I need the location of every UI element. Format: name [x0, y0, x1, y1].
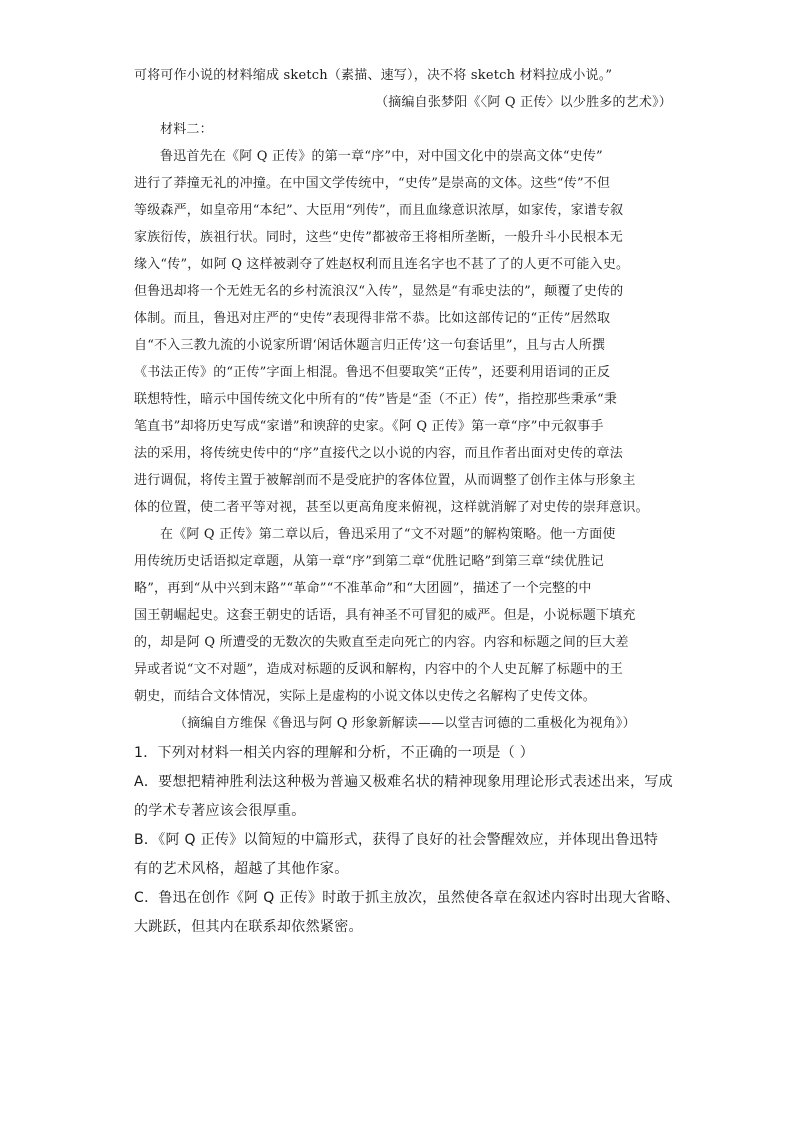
material2-label: 材料二：	[160, 122, 213, 137]
question-1	[134, 739, 690, 942]
paragraph-line: 法的采用，将传统史传中的“序”直接代之以小说的内容，而且作者出面对史传的章法	[134, 446, 623, 461]
material1-tail-line: 可将可作小说的材料缩成 sketch（素描、速写），决不将 sketch 材料拉成小说。”	[134, 68, 613, 83]
paragraph-line: 朝史，而结合文体情况，实际上是虚构的小说文体以史传之名解构了史传文体。	[134, 689, 597, 704]
paragraph-line: 缘入“传”，如阿 Q 这样被剥夺了姓赵权利而且连名字也不甚了了的人更不可能入史。	[134, 257, 630, 272]
option-line: 的学术专著应该会很厚重。	[134, 803, 306, 819]
paragraph-line: 异或者说“文不对题”，造成对标题的反讽和解构，内容中的个人史瓦解了标题中的王	[134, 662, 623, 677]
paragraph-line: 的，却是阿 Q 所遭受的无数次的失败直至走向死亡的内容。内容和标题之间的巨大差	[134, 635, 629, 650]
option-line: C．鲁迅在创作《阿 Q 正传》时敢于抓主放次，虽然使各章在叙述内容时出现大省略、	[134, 890, 680, 906]
paragraph-line: 但鲁迅却将一个无姓无名的乡村流浪汉“入传”，显然是“有乖史法的”，颠覆了史传的	[134, 284, 624, 299]
paragraph-line: 体制。而且，鲁迅对庄严的“史传”表现得非常不恭。比如这部传记的“正传”居然取	[134, 311, 611, 326]
paragraph-line: 笔直书”却将历史写成“家谱”和谀辞的史家。《阿 Q 正传》第一章“序”中元叙事手	[134, 419, 604, 434]
question-stem: 1．下列对材料一相关内容的理解和分析，不正确的一项是（ ）	[134, 745, 535, 761]
paragraph-line: 联想特性，暗示中国传统文化中所有的“传”皆是“歪（不正）传”，指控那些秉承“秉	[134, 392, 618, 407]
paragraph-line: 自“不入三教九流的小说家所谓‘闲话休题言归正传’这一句套话里”，且与古人所撰	[134, 338, 606, 353]
paragraph-line: 用传统历史话语拟定章题，从第一章“序”到第二章“优胜记略”到第三章“续优胜记	[134, 554, 604, 569]
material1-source: （摘编自张梦阳《〈阿 Q 正传〉以少胜多的艺术》）	[375, 95, 672, 110]
option-line: 有的艺术风格，超越了其他作家。	[134, 861, 349, 877]
material2-source: （摘编自方维保《鲁迅与阿 Q 形象新解读——以堂吉诃德的二重极化为视角》）	[174, 716, 636, 731]
paragraph-line: 略”，再到“从中兴到末路”“革命”“不准革命”和“大团圆”，描述了一个完整的中	[134, 581, 592, 596]
paragraph-line: 《书法正传》的“正传”字面上相混。鲁迅不但要取笑“正传”，还要利用语词的正反	[134, 365, 611, 380]
option-line: 大跳跃，但其内在联系却依然紧密。	[134, 919, 363, 935]
paragraph-line: 体的位置，使二者平等对视，甚至以更高角度来俯视，这样就消解了对史传的崇拜意识。	[134, 500, 649, 515]
paragraph-line: 鲁迅首先在《阿 Q 正传》的第一章“序”中，对中国文化中的崇高文体“史传”	[160, 149, 603, 164]
material2-paragraph-1	[134, 143, 690, 521]
paragraph-line: 进行调侃，将传主置于被解剖而不是受庇护的客体位置，从而调整了创作主体与形象主	[134, 473, 636, 488]
paragraph-line: 国王朝崛起史。这套王朝史的话语，具有神圣不可冒犯的威严。但是，小说标题下填充	[134, 608, 636, 623]
paragraph-line: 等级森严，如皇帝用“本纪”、大臣用“列传”，而且血缘意识浓厚，如家传，家谱专叙	[134, 203, 624, 218]
option-line: A．要想把精神胜利法这种极为普遍又极难名状的精神现象用理论形式表述出来，写成	[134, 774, 673, 790]
paragraph-line: 在《阿 Q 正传》第二章以后，鲁迅采用了“文不对题”的解构策略。他一方面使	[160, 527, 616, 542]
option-b	[134, 826, 690, 884]
paragraph-line: 进行了莽撞无礼的冲撞。在中国文学传统中，“史传”是崇高的文体。这些“传”不但	[134, 176, 611, 191]
paragraph-line: 家族衍传，族祖行状。同时，这些“史传”都被帝王将相所垄断，一般升斗小民根本无	[134, 230, 623, 245]
material2-paragraph-2	[134, 521, 690, 710]
option-c	[134, 884, 690, 942]
option-line: B．《阿 Q 正传》以简短的中篇形式，获得了良好的社会警醒效应，并体现出鲁迅特	[134, 832, 659, 848]
option-a	[134, 768, 690, 826]
